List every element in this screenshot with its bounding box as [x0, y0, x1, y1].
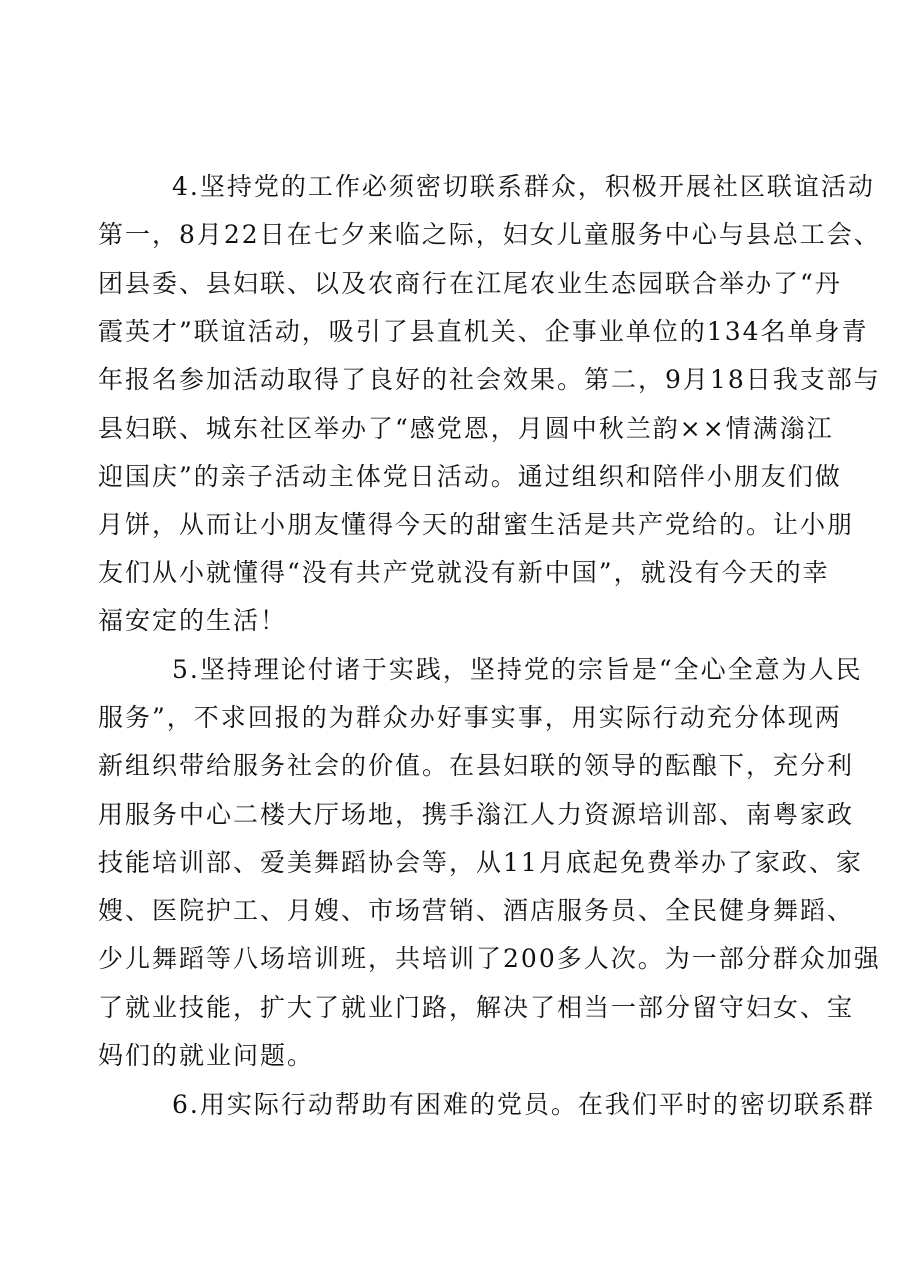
text-line: 县妇联、城东社区举办了“感党恩，月圆中秋兰韵××情满滃江 — [98, 414, 834, 443]
text-line: 第一，8月22日在七夕来临之际，妇女儿童服务中心与县总工会、 — [98, 220, 881, 249]
text-line: 6.用实际行动帮助有困难的党员。在我们平时的密切联系群 — [172, 1090, 875, 1119]
text-line: 技能培训部、爱美舞蹈协会等，从11月底起免费举办了家政、家 — [98, 848, 863, 877]
text-line: 福安定的生活！ — [98, 606, 288, 635]
text-line: 用服务中心二楼大厅场地，携手滃江人力资源培训部、南粤家政 — [98, 800, 855, 829]
text-line: 团县委、县妇联、以及农商行在江尾农业生态园联合举办了“丹 — [98, 269, 842, 298]
text-line: 5.坚持理论付诸于实践，坚持党的宗旨是“全心全意为人民 — [172, 655, 863, 684]
text-line: 霞英才”联谊活动，吸引了县直机关、企事业单位的134名单身青 — [98, 317, 869, 346]
text-line: 月饼，从而让小朋友懂得今天的甜蜜生活是共产党给的。让小朋 — [98, 510, 855, 539]
text-line: 年报名参加活动取得了良好的社会效果。第二，9月18日我支部与 — [98, 365, 881, 394]
text-line: 少儿舞蹈等八场培训班，共培训了200多人次。为一部分群众加强 — [98, 944, 881, 973]
text-line: 了就业技能，扩大了就业门路，解决了相当一部分留守妇女、宝 — [98, 993, 855, 1022]
text-line: 嫂、医院护工、月嫂、市场营销、酒店服务员、全民健身舞蹈、 — [98, 896, 855, 925]
text-line: 服务”，不求回报的为群众办好事实事，用实际行动充分体现两 — [98, 703, 842, 732]
text-line: 妈们的就业问题。 — [98, 1041, 315, 1070]
text-line: 迎国庆”的亲子活动主体党日活动。通过组织和陪伴小朋友们做 — [98, 462, 842, 491]
text-line: 新组织带给服务社会的价值。在县妇联的领导的酝酿下，充分利 — [98, 751, 855, 780]
text-line: 4.坚持党的工作必须密切联系群众，积极开展社区联谊活动 — [172, 172, 875, 201]
text-line: 友们从小就懂得“没有共产党就没有新中国”，就没有今天的幸 — [98, 558, 830, 587]
